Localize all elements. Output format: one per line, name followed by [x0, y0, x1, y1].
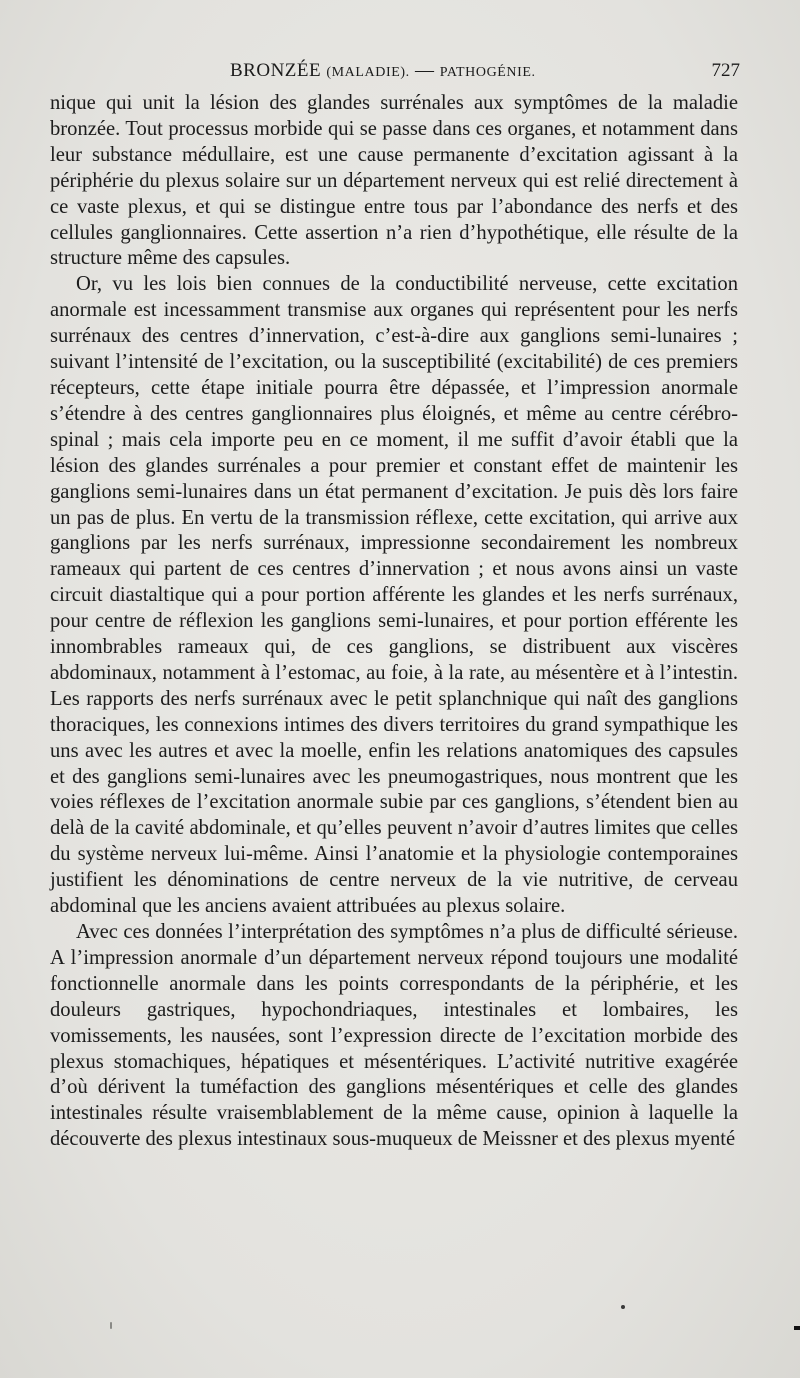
paragraph-continuation: nique qui unit la lésion des glandes surrénales aux symptômes de la maladie bronzée. Tout processus morbide qui se passe dans ces organes, et notamment dans leur substance médullaire, est une cause permanente d’excitation agissant à la périphérie du plexus solaire sur un département nerveux qui est relié directement à ce vaste plexus, et qui se distingue entre tous par l’abondance des nerfs et des cellules ganglionnaires. Cette assertion n’a rien d’hypothétique, elle résulte de la structure même des capsules. [50, 92, 738, 270]
title-paren: (MALADIE). [326, 65, 410, 80]
print-speck [110, 1322, 112, 1329]
running-title [230, 60, 536, 82]
body-text [50, 91, 738, 1153]
title-main: BRONZÉE [230, 60, 322, 81]
print-speck [621, 1305, 625, 1309]
page-edge-mark [794, 1326, 800, 1330]
title-section: PATHOGÉNIE. [439, 65, 536, 80]
title-dash: — [414, 60, 435, 81]
paragraph-interpretation: Avec ces données l’interprétation des symptômes n’a plus de difficulté sérieuse. A l’impression anormale d’un département nerveux répond toujours une modalité fonctionnelle anormale dans les points correspondants de la périphérie, et les douleurs gastriques, hypochondriaques, intestinales et lombaires, les vomissements, les nausées, sont l’expression directe de l’excitation morbide des plexus stomachiques, hépatiques et mésentériques. L’activité nutritive exagérée d’où dérivent la tuméfaction des ganglions mésentériques et celle des glandes intestinales résulte vraisemblablement de la même cause, opinion à laquelle la découverte des plexus intestinaux sous-muqueux de Meissner et des plexus myenté [50, 921, 738, 1151]
running-header [50, 60, 740, 86]
page-number: 727 [711, 60, 740, 81]
paragraph-conductibilite: Or, vu les lois bien connues de la conductibilité nerveuse, cette excitation anormale est incessamment transmise aux organes qui représentent pour les nerfs surrénaux des centres d’innervation, c’est-à-dire aux ganglions semi-lunaires ; suivant l’intensité de l’excitation, ou la susceptibilité (excitabilité) de ces premiers récepteurs, cette étape initiale pourra être dépassée, et l’impression anormale s’étendre à des centres ganglionnaires plus éloignés, et même au centre cérébro-spinal ; mais cela importe peu en ce moment, il me suffit d’avoir établi que la lésion des glandes surrénales a pour premier et constant effet de maintenir les ganglions semi-lunaires dans un état permanent d’excitation. Je puis dès lors faire un pas de plus. En vertu de la transmission réflexe, cette excitation, qui arrive aux ganglions par les nerfs surrénaux, impressionne secondairement les nombreux rameaux qui partent de ces centres d’innervation ; et nous avons ainsi un vaste circuit diastaltique qui a pour portion afférente les glandes et les nerfs surrénaux, pour centre de réflexion les ganglions semi-lunaires, et pour portion efférente les innombrables rameaux qui, de ces ganglions, se distribuent aux viscères abdominaux, notamment à l’estomac, au foie, à la rate, au mésentère et à l’intestin. Les rapports des nerfs surrénaux avec le petit splanchnique qui naît des ganglions thoraciques, les connexions intimes des divers territoires du grand sympathique les uns avec les autres et avec la moelle, enfin les relations anatomiques des capsules et des ganglions semi-lunaires avec les pneumogastriques, nous montrent que les voies réflexes de l’excitation anormale subie par ces ganglions, s’étendent bien au delà de la cavité abdominale, et qu’elles peuvent n’avoir d’autres limites que celles du système nerveux lui-même. Ainsi l’anatomie et la physiologie contemporaines justifient les dénominations de centre nerveux de la vie nutritive, de cerveau abdominal que les anciens avaient attribuées au plexus solaire. [50, 273, 738, 918]
